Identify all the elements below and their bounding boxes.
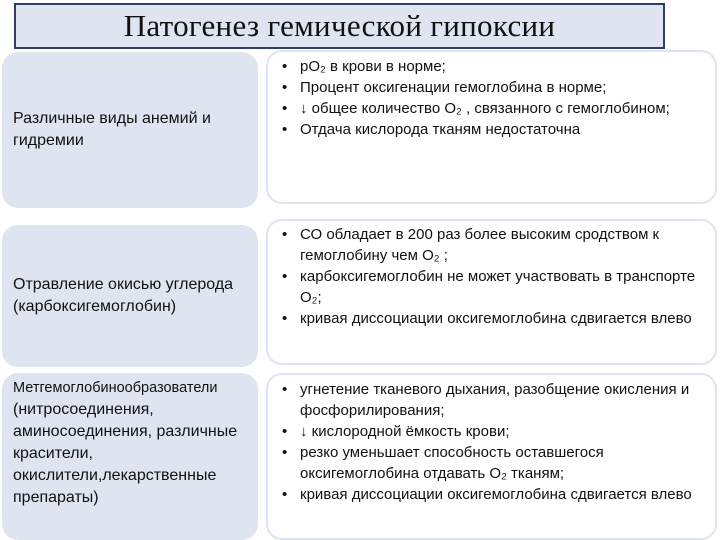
cause-text <box>13 377 248 509</box>
bullet-icon: • <box>282 381 288 398</box>
list-item: • ↓ кислородной ёмкость крови; <box>282 423 510 440</box>
list-item: • резко уменьшает способность оставшегося оксигемоглобина отдавать О₂ тканям; <box>282 444 604 482</box>
cause-lead-text: Метгемоглобинообразователи <box>13 380 218 396</box>
bullet-icon: • <box>282 423 288 440</box>
effects-list <box>280 56 707 140</box>
bullet-icon: • <box>282 121 288 138</box>
bullet-icon: • <box>282 79 288 96</box>
effects-box-co-poisoning <box>266 219 717 365</box>
list-item: • кривая диссоциации оксигемоглобина сдвигается влево <box>282 310 692 327</box>
cause-box-anemia <box>2 52 258 208</box>
list-item: • ↓ общее количество О₂ , связанного с гемоглобином; <box>282 100 670 117</box>
list-item: • угнетение тканевого дыхания, разобщение окисления и фосфорилирования; <box>282 381 690 419</box>
effects-list <box>280 379 707 505</box>
effects-box-methemoglobin <box>266 373 717 540</box>
effects-list <box>280 224 707 329</box>
list-item: • СО обладает в 200 раз более высоким сродством к гемоглобину чем О₂ ; <box>282 226 660 264</box>
page-title: Патогенез гемической гипоксии <box>123 8 556 43</box>
list-item: • рО₂ в крови в норме; <box>282 58 446 75</box>
bullet-icon: • <box>282 486 288 503</box>
cause-text: Отравление окисью углерода (карбоксигемоглобин) <box>13 276 234 315</box>
bullet-icon: • <box>282 444 288 461</box>
cause-rest-text: (нитросоединения, аминосоединения, различные красители, окислители,лекарственные препараты) <box>13 401 238 506</box>
list-item: • карбоксигемоглобин не может участвовать в транспорте О₂; <box>282 268 696 306</box>
list-item: • кривая диссоциации оксигемоглобина сдвигается влево <box>282 486 692 503</box>
list-item: • Отдача кислорода тканям недостаточна <box>282 121 581 138</box>
list-item: • Процент оксигенации гемоглобина в норме; <box>282 79 607 96</box>
title-box <box>14 3 665 49</box>
effects-box-anemia <box>266 50 717 204</box>
bullet-icon: • <box>282 100 288 117</box>
bullet-icon: • <box>282 58 288 75</box>
bullet-icon: • <box>282 310 288 327</box>
cause-text: Различные виды анемий и гидремии <box>13 110 211 149</box>
cause-box-co-poisoning <box>2 225 258 367</box>
bullet-icon: • <box>282 268 288 285</box>
cause-box-methemoglobin <box>2 373 258 540</box>
bullet-icon: • <box>282 226 288 243</box>
